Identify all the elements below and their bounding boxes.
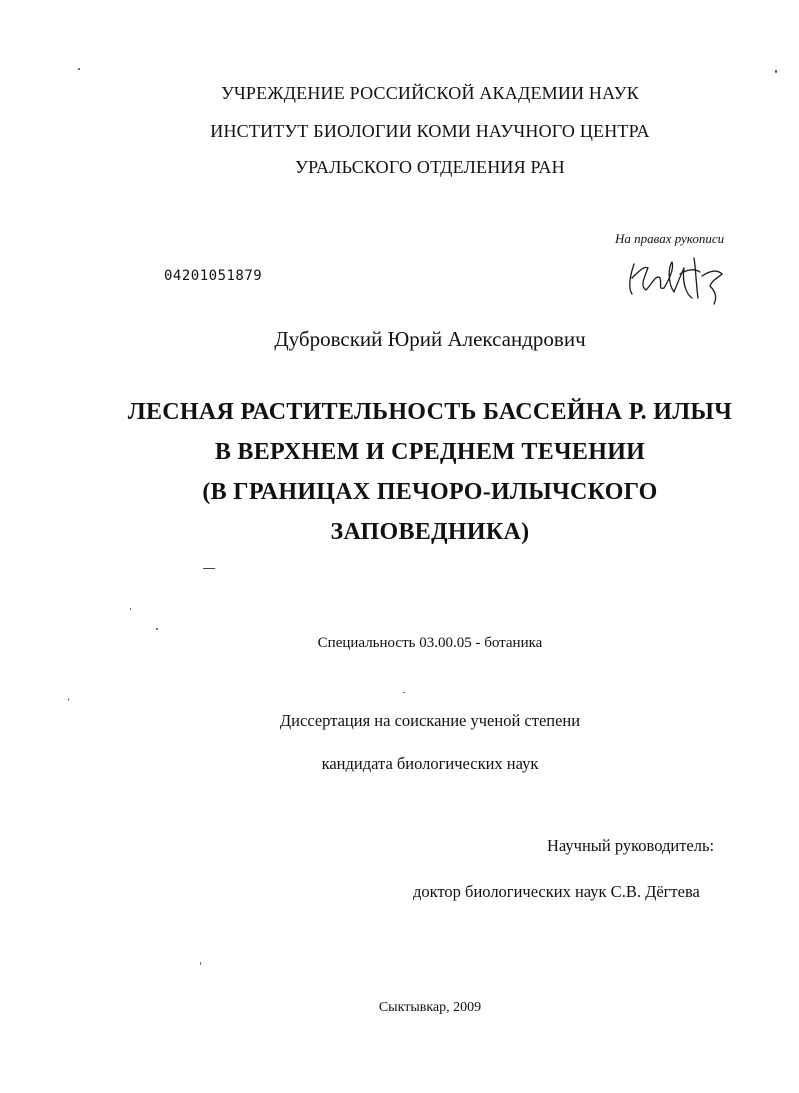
- supervisor-name: доктор биологических наук С.В. Дёгтева: [413, 882, 700, 901]
- scan-speck: [200, 962, 201, 965]
- specialty: Специальность 03.00.05 - ботаника: [317, 635, 543, 651]
- scan-speck: [156, 628, 158, 630]
- degree-line-2: кандидата биологических наук: [321, 754, 539, 773]
- manuscript-note: На правах рукописи: [615, 231, 725, 246]
- place-year: Сыктывкар, 2009: [378, 1000, 482, 1015]
- scan-speck: [68, 698, 69, 701]
- title-line-4: ЗАПОВЕДНИКА): [330, 519, 530, 545]
- institution-line-2: ИНСТИТУТ БИОЛОГИИ КОМИ НАУЧНОГО ЦЕНТРА: [210, 121, 650, 141]
- scan-speck: [775, 70, 777, 73]
- supervisor-label: Научный руководитель:: [547, 836, 715, 855]
- scan-speck: [78, 68, 80, 70]
- institution-line-1: УЧРЕЖДЕНИЕ РОССИЙСКОЙ АКАДЕМИИ НАУК: [221, 83, 639, 103]
- author-name: Дубровский Юрий Александрович: [274, 327, 586, 351]
- title-line-2: В ВЕРХНЕМ И СРЕДНЕМ ТЕЧЕНИИ: [214, 439, 646, 465]
- scan-speck: [403, 692, 405, 693]
- scan-speck: [130, 608, 131, 610]
- institution-line-3: УРАЛЬСКОГО ОТДЕЛЕНИЯ РАН: [295, 157, 565, 177]
- title-line-3: (В ГРАНИЦАХ ПЕЧОРО-ИЛЫЧСКОГО: [202, 479, 658, 505]
- title-line-1: ЛЕСНАЯ РАСТИТЕЛЬНОСТЬ БАССЕЙНА Р. ИЛЫЧ: [127, 399, 733, 425]
- registry-number: 04201051879: [164, 268, 263, 284]
- scan-speck: [203, 568, 215, 569]
- degree-line-1: Диссертация на соискание ученой степени: [279, 711, 581, 730]
- signature: [622, 238, 742, 306]
